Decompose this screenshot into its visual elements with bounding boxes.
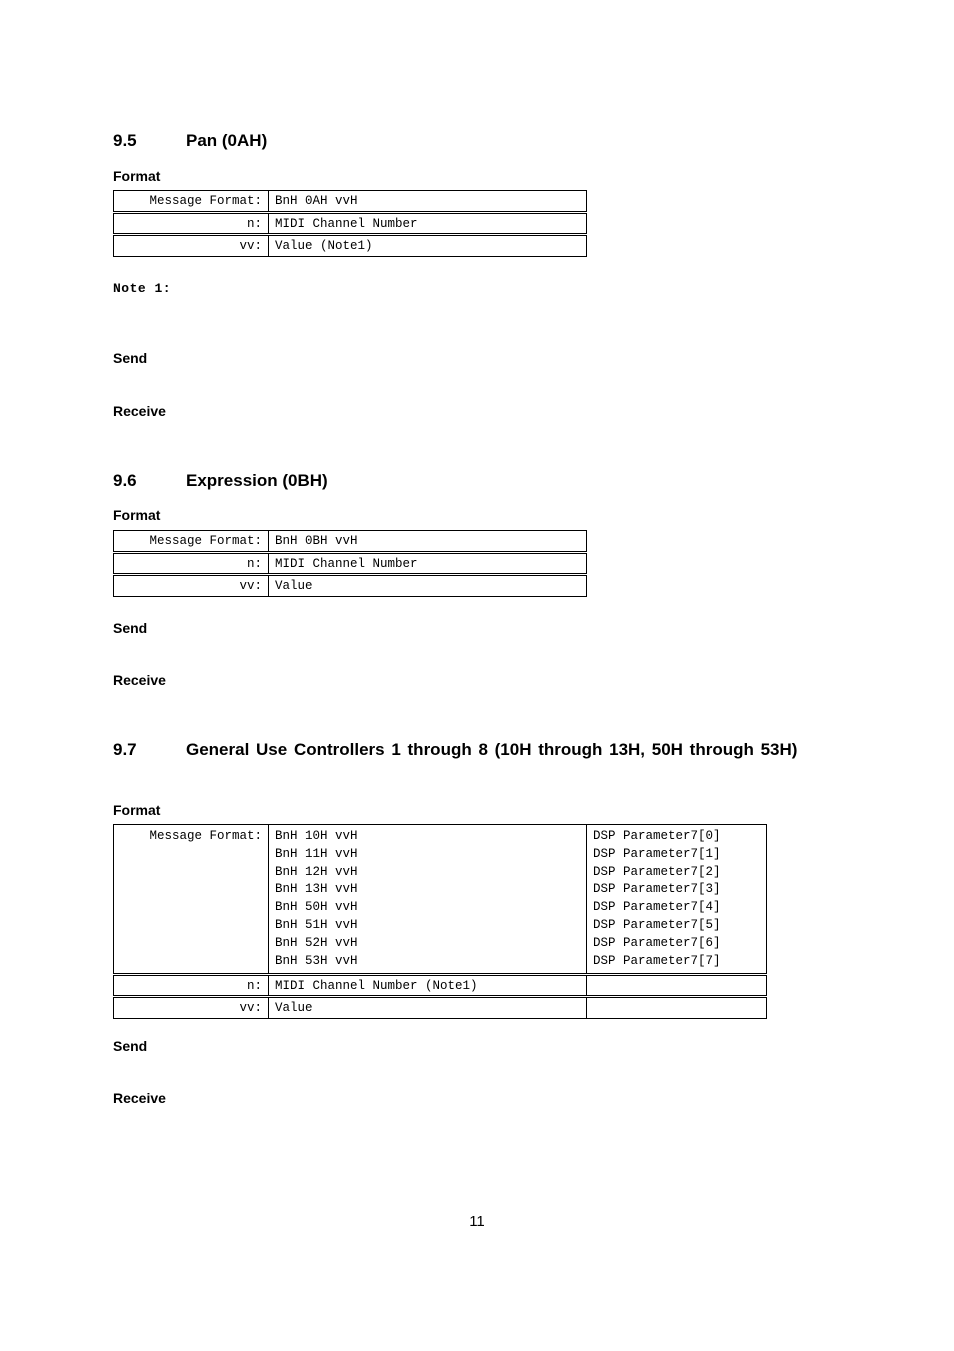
- message-code: BnH 11H vvH: [275, 846, 358, 861]
- table-row: [114, 213, 587, 235]
- row-value: Value (Note1): [269, 235, 587, 257]
- row-value: MIDI Channel Number: [269, 553, 587, 575]
- message-code: BnH 50H vvH: [275, 900, 358, 915]
- row-label: Message Format:: [114, 825, 269, 975]
- table-row: [114, 191, 587, 213]
- message-list: [269, 825, 587, 975]
- receive-label: Receive: [113, 1090, 166, 1106]
- row-label: n:: [114, 213, 269, 235]
- message-code: BnH 10H vvH: [275, 829, 358, 843]
- section-heading-9-6: [113, 471, 328, 491]
- send-label: Send: [113, 350, 148, 366]
- format-table-9-6: [113, 530, 587, 597]
- table-row: [114, 531, 587, 553]
- section-heading-9-7: [113, 740, 797, 760]
- message-code: BnH 13H vvH: [275, 882, 358, 897]
- section-number: 9.5: [113, 131, 137, 150]
- row-label: vv:: [114, 235, 269, 257]
- format-label: Format: [113, 802, 161, 818]
- parameter-name: DSP Parameter7[6]: [593, 935, 721, 950]
- table-row: [114, 997, 767, 1019]
- parameter-name: DSP Parameter7[4]: [593, 900, 721, 915]
- send-label: Send: [113, 620, 148, 636]
- empty-cell: [587, 975, 767, 997]
- note-label: Note 1:: [113, 281, 172, 296]
- page-number: 11: [469, 1213, 485, 1230]
- row-value: Value: [269, 575, 587, 597]
- section-heading-9-5: [113, 131, 267, 151]
- table-row: [114, 235, 587, 257]
- parameter-name: DSP Parameter7[2]: [593, 864, 721, 879]
- parameter-name: DSP Parameter7[5]: [593, 917, 721, 932]
- section-title: Pan (0AH): [186, 131, 268, 150]
- row-value: Value: [269, 997, 587, 1019]
- parameter-list: [587, 825, 767, 975]
- row-value: MIDI Channel Number: [269, 213, 587, 235]
- section-title: Expression (0BH): [186, 471, 328, 490]
- message-code: BnH 51H vvH: [275, 917, 358, 932]
- receive-label: Receive: [113, 672, 166, 688]
- row-label: n:: [114, 975, 269, 997]
- format-label: Format: [113, 507, 161, 523]
- table-row: [114, 575, 587, 597]
- table-row: [114, 825, 767, 975]
- section-number: 9.7: [113, 740, 137, 759]
- message-code: BnH 12H vvH: [275, 864, 358, 879]
- parameter-name: DSP Parameter7[7]: [593, 953, 721, 968]
- message-code: BnH 52H vvH: [275, 935, 358, 950]
- section-title: General Use Controllers 1 through 8 (10H through 13H, 50H through 53H): [186, 740, 798, 759]
- parameter-name: DSP Parameter7[3]: [593, 882, 721, 897]
- row-label: Message Format:: [114, 191, 269, 213]
- parameter-name: DSP Parameter7[1]: [593, 846, 721, 861]
- section-number: 9.6: [113, 471, 137, 490]
- row-value: MIDI Channel Number (Note1): [269, 975, 587, 997]
- send-label: Send: [113, 1038, 148, 1054]
- row-label: Message Format:: [114, 531, 269, 553]
- receive-label: Receive: [113, 403, 166, 419]
- format-label: Format: [113, 168, 161, 184]
- message-code: BnH 53H vvH: [275, 953, 358, 968]
- row-value: BnH 0AH vvH: [269, 191, 587, 213]
- format-table-9-5: [113, 190, 587, 257]
- row-label: vv:: [114, 997, 269, 1019]
- row-label: n:: [114, 553, 269, 575]
- table-row: [114, 975, 767, 997]
- row-label: vv:: [114, 575, 269, 597]
- table-row: [114, 553, 587, 575]
- empty-cell: [587, 997, 767, 1019]
- row-value: BnH 0BH vvH: [269, 531, 587, 553]
- parameter-name: DSP Parameter7[0]: [593, 829, 721, 843]
- format-table-9-7: [113, 824, 767, 1019]
